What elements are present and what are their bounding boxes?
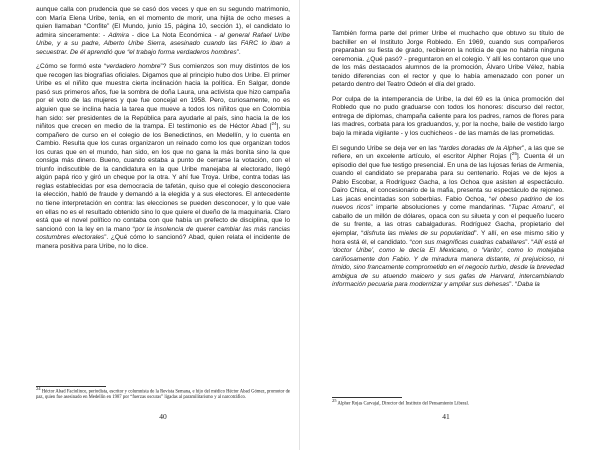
footnote — [332, 398, 564, 407]
text-run: ”. Y allí, en ese mismo sitio y hora está él, el candidato. “ — [332, 230, 564, 246]
page-number: 40 — [159, 412, 167, 421]
right-page-body — [332, 30, 564, 382]
text-run: ”. “ — [525, 238, 534, 246]
right-paragraph — [332, 30, 564, 90]
text-run: ”. “ — [509, 281, 518, 289]
footnote-marker: 25 — [511, 150, 517, 156]
italic-text-run: al general Rafael Uribe Uribe, y a su padre, Alberto Uribe Sierra, asesinado cuando las FARC lo iban a secuestrar. De él aprendió que “el trabajo forma verdaderos hombres” — [36, 31, 290, 56]
text-run: aunque calla con prudencia que se casó dos veces y que en su segundo matrimonio, con María Elena Uribe, tenía, en el momento de morir, una hijita de ocho meses a quien llamaban “Confite” (El Mundo, junio 15, página 10, sección 1), el candidato lo admira sinceramente: - — [36, 6, 290, 39]
footnote — [36, 386, 290, 401]
text-run: Alpher Rojas Carvajal, Director del Instituto del Pensamiento Liberal. — [336, 401, 469, 407]
text-run: . — [238, 48, 241, 56]
italic-text-run: el obeso padrino de los nuevos ricos — [332, 195, 564, 212]
footnote-marker: 24 — [36, 386, 41, 391]
italic-text-run: Tupac Amaru — [511, 204, 552, 212]
italic-text-run: Allí está el ‘doctor Uribe’, como le decía El Mexicano, o ‘Varito’, como lo motejaba cariñosamente don Fabio. Y de miradura manera distante, ni prejuicioso, ni tímido, sino francamente comprometido en el negocio turbio, desde la brevedad ambigua de su atuendo maicero y sus gafas de Harvard, intercambiando información pecuaria para modernizar y ampliar sus dehesas — [332, 238, 564, 289]
text-run: ”. ¿Qué cómo lo sancionó? Abad, quien relata el incidente de manera positiva para Uribe, no lo dice. — [36, 234, 290, 250]
footnote-marker: 25 — [332, 398, 337, 403]
text-run: También forma parte del primer Uribe el muchacho que obtuvo su título de bachiller en el Instituto Jorge Robledo. En 1969, cuando sus compañeros preparaban su fiesta de grado, recibieron la noticia de que no habría ninguna ceremonia. ¿Qué pasó? - preguntaron en el colegio. Y allí les contaron que uno de los más destacados alumnos de la promoción, Álvaro Uribe Vélez, había tenido diferencias con el rector y que lo había amenazado con poner un petardo dentro del Teatro Odeón el día del grado. — [332, 30, 564, 89]
text-run: ¿Cómo se formó este “ — [36, 63, 107, 71]
italic-text-run: Daba la — [517, 281, 540, 289]
text-run: ”, a las que se refiere, en un excelente artículo, el escritor Alpher Rojas [ — [332, 144, 564, 161]
right-page — [300, 0, 600, 450]
text-run: Héctor Abad Faciolince, periodista, escritor y columnista de la Revista Semana, e hijo del médico Héctor Abad Gómez, promotor de paz, quien fue asesinado en Medellín en 1987 por “fuerzas oscuras” ligadas al paramilitarismo y al narcotráfico. — [36, 389, 290, 401]
text-run: ”? Sus comienzos son muy distintos de los que recogen las biografías oficiales. Digamos que al principio hubo dos Uribe. El primer Uribe es el niñito que muestra cierta inclinación hacia la política. En Salgar, donde pasó sus primeros años, fue la sombra de doña Laura, una activista que hizo campaña por el voto de las mujeres y que fue concejal en 1958. Pero, curiosamente, no es alguien que se inclina hacia la tarea que mueve a todos los niñitos que en Colombia han sido: ser presidentes de la República para ayudarle al país, sino hacia la de los niñitos que crecen en medio de la trampa. El testimonio es de Héctor Abad [ — [36, 63, 290, 131]
right-paragraph — [332, 96, 564, 139]
left-paragraph — [36, 6, 290, 57]
italic-text-run: tardes doradas de la Alpher — [441, 144, 523, 152]
text-run: ]. Cuenta él un episodio del que fue testigo presencial. En una de las lujosas ferias de Armenia, cuando el candidato se preparaba para su centenario. Rojas ve de lejos a Pablo Escobar, a Rodríguez Gacha, a los Ochoa que asisten al espectáculo. Dairo Chica, el concesionario de la mafia, presenta su espectáculo de rejoneo. Las jacas encintadas son soberbias. Fabio Ochoa, “ — [332, 153, 564, 203]
left-paragraph — [36, 63, 290, 251]
text-run: El segundo Uribe se deja ver en las “ — [332, 144, 442, 152]
italic-text-run: Admira — [108, 31, 129, 39]
italic-text-run: verdadero hombre — [106, 63, 161, 71]
italic-text-run: disfruta las mieles de su popularidad — [363, 230, 475, 238]
text-run: ” imparte absoluciones y come mandarinas. “ — [370, 204, 512, 212]
left-page-body — [36, 6, 290, 382]
text-run: ], su compañero de curso en el colegio de los Benedictinos, en Medellín, y lo cuenta en Cambio. Resulta que los curas organizaron un reinado como los que organizan todos los curas que en el mundo, han sido, en los que no gana la más bonita sino la que consiga más dinero. Bueno, cuando estaba a punto de cerrarse la votación, con el triunfo indiscutible de la candidatura en la que Uribe manejaba al electorado, llegó algún papá rico y giró un cheque por la otra. Y ahí fue Troya. Uribe, contra todas las reglas establecidas por esa democracia de tafetán, quiso que el colegio desconociera la elección, habló de fraude y demandó a la elegida y a sus electores. El antecedente no tiene interpretación en contra: las elecciones se pueden desconocer, y lo que vale en ellas no es el resultado obtenido sino lo que quiere el dueño de la maquinaria. Claro está que el novel político no contaba con que había un prefecto de disciplina, que lo sancionó con la ley en la mano “ — [36, 123, 290, 233]
page-number: 41 — [442, 412, 450, 421]
text-run: ”, el caballo de un millón de dólares, opaca con su silueta y con el pequeño lucero de su frente, a las otras cabalgaduras. Rodríguez Gacha, propietario del ejemplar, “ — [332, 204, 564, 238]
footnote-marker: 24 — [271, 120, 277, 126]
right-paragraph — [332, 145, 564, 290]
text-run: - dice La Nota Económica - — [128, 31, 220, 39]
footnote-divider — [36, 386, 106, 387]
italic-text-run: por la insolencia de querer cambiar las más rancias costumbres electorales — [36, 225, 290, 242]
italic-text-run: con sus magníficas cuadras caballares — [411, 238, 526, 246]
footnote-divider — [332, 397, 402, 398]
text-run: Por culpa de la intemperancia de Uribe, la del 69 es la única promoción del Robledo que no pudo graduarse con todos los honores: discurso del rector, entrega de diplomas, champaña caliente para los padres, ramos de flores para las madres, corbata para los graduandos, y, por la noche, baile de vestido largo bajo la mirada vigilante - y los cuchicheos - de las mamás de las prometidas. — [332, 95, 564, 138]
